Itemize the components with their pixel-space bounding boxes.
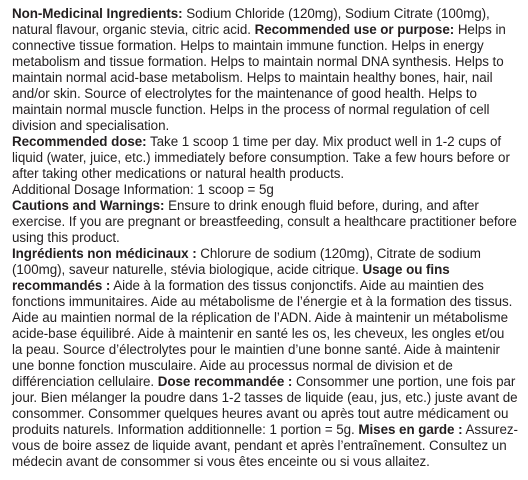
nmi-heading-fr: Ingrédients non médicinaux : <box>12 246 197 261</box>
dose-heading-en: Recommended dose: <box>12 134 147 149</box>
product-label-text <box>12 6 518 470</box>
dose-heading-fr: Dose recommandée : <box>157 374 293 389</box>
dose-additional-en: Additional Dosage Information: 1 scoop = 5g <box>12 182 274 197</box>
nmi-text-fr: Chlorure de sodium (120mg), Citrate de sodium (100mg), saveur naturelle, stévia biologique, acide citrique. <box>12 246 481 277</box>
warn-heading-fr: Mises en garde : <box>358 422 463 437</box>
dose-text-fr: Consommer une portion, une fois par jour. Bien mélanger la poudre dans 1-2 tasses de liquide (eau, jus, etc.) juste avant de consommer. Consommer quelques heures avant ou après tout autre médicament ou produits naturels. Information additionnelle: 1 portion = 5g. <box>12 374 518 437</box>
dose-text-en: Take 1 scoop 1 time per day. Mix product well in 1-2 cups of liquid (water, juice, etc.) immediately before consumption. Take a few hours before or after taking other medications or natural health products. <box>12 134 510 181</box>
use-text-en: Helps in connective tissue formation. Helps to maintain immune function. Helps in energy metabolism and tissue formation. Helps to maintain normal DNA synthesis. Helps to maintain normal acid-base metabolism. Helps to maintain healthy bones, hair, nail and/or skin. Source of electrolytes for the maintenance of good health. Helps to maintain normal muscle function. Helps in the process of normal regulation of cell division and specialisation. <box>12 22 506 133</box>
nmi-text-en: Sodium Chloride (120mg), Sodium Citrate (100mg), natural flavour, organic stevia, citric acid. <box>12 6 490 37</box>
french-section <box>12 246 518 470</box>
english-section <box>12 6 518 246</box>
warn-text-en: Ensure to drink enough fluid before, during, and after exercise. If you are pregnant or breastfeeding, consult a healthcare practitioner before using this product. <box>12 198 517 245</box>
use-heading-en: Recommended use or purpose: <box>254 22 455 37</box>
warn-text-fr: Assurez-vous de boire assez de liquide avant, pendant et après l’entraînement. Consultez un médecin avant de consommer si vous êtes enceinte ou si vous allaitez. <box>12 422 518 469</box>
warn-heading-en: Cautions and Warnings: <box>12 198 165 213</box>
use-heading-fr: Usage ou fins recommandés : <box>12 262 450 293</box>
use-text-fr: Aide à la formation des tissus conjonctifs. Aide au maintien des fonctions immunitaires. Aide au métabolisme de l’énergie et à la formation des tissus. Aide au maintien normal de la réplication de l’ADN. Aide à maintenir un métabolisme acide-base équilibré. Aide à maintenir en santé les os, les cheveux, les ongles et/ou la peau. Source d’électrolytes pour le maintien d’une bonne santé. Aide à maintenir une bonne fonction musculaire. Aide au processus normal de division et de différenciation cellulaire. <box>12 278 513 389</box>
nmi-heading-en: Non-Medicinal Ingredients: <box>12 6 183 21</box>
